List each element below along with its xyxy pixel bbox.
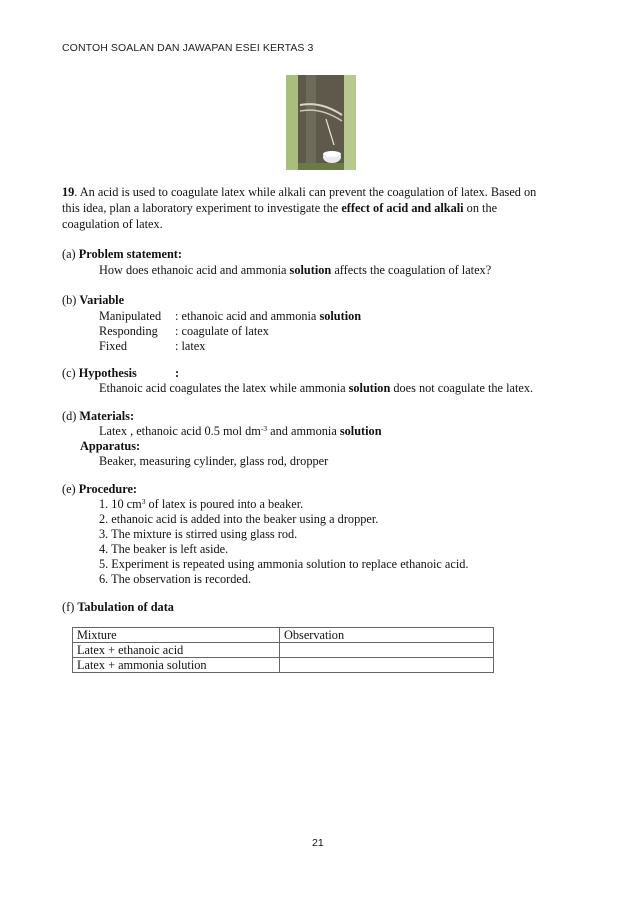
question-line-2 <box>62 201 497 216</box>
section-e-heading <box>62 482 137 497</box>
procedure-step-2: 2. ethanoic acid is added into the beaker using a dropper. <box>99 512 379 526</box>
hypothesis-colon: : <box>175 366 180 380</box>
hypothesis-text-b: does not coagulate the latex. <box>390 381 534 395</box>
section-b-heading <box>62 293 124 308</box>
section-d-heading <box>62 409 134 424</box>
question-text-2b: on the <box>463 201 498 215</box>
problem-statement <box>99 263 491 278</box>
table-row <box>73 658 494 673</box>
section-a-prefix: (a) <box>62 247 79 261</box>
responding-value: : coagulate of latex <box>175 324 269 338</box>
section-f-prefix: (f) <box>62 600 78 614</box>
procedure-step-1 <box>99 497 303 512</box>
materials-text-bold: solution <box>339 424 382 438</box>
materials-superscript: -3 <box>260 424 268 433</box>
hypothesis-text-a: Ethanoic acid coagulates the latex while ammonia <box>99 381 349 395</box>
section-d-prefix: (d) <box>62 409 80 423</box>
table-header-cell: Observation <box>280 628 494 643</box>
materials-text <box>99 424 382 439</box>
table-header-cell: Mixture <box>73 628 280 643</box>
responding-label: Responding <box>99 324 158 338</box>
question-line-3: coagulation of latex. <box>62 217 163 231</box>
procedure-step-6: 6. The observation is recorded. <box>99 572 252 586</box>
section-e-prefix: (e) <box>62 482 79 496</box>
step1-text-a: 1. 10 cm <box>99 497 142 511</box>
procedure-step-3: 3. The mixture is stirred using glass rod. <box>99 527 298 541</box>
table-cell: Latex + ethanoic acid <box>73 643 280 658</box>
step1-text-b: of latex is poured into a beaker. <box>145 497 304 511</box>
manipulated-value-bold: solution <box>319 309 362 323</box>
table-cell <box>280 658 494 673</box>
page-number: 21 <box>312 837 324 849</box>
question-number: 19 <box>62 185 75 199</box>
manipulated-label: Manipulated <box>99 309 162 323</box>
rubber-tree-tapping-photo <box>286 75 356 170</box>
table-row <box>73 643 494 658</box>
problem-text-bold: solution <box>289 263 332 277</box>
table-cell <box>280 643 494 658</box>
apparatus-heading: Apparatus: <box>80 439 141 453</box>
apparatus-text: Beaker, measuring cylinder, glass rod, dropper <box>99 454 329 468</box>
section-a-title: Problem statement: <box>78 247 182 261</box>
hypothesis-text-bold: solution <box>348 381 391 395</box>
problem-text-a: How does ethanoic acid and ammonia <box>99 263 290 277</box>
document-header: CONTOH SOALAN DAN JAWAPAN ESEI KERTAS 3 <box>62 42 314 54</box>
section-c-prefix: (c) <box>62 366 79 380</box>
section-f-heading <box>62 600 174 615</box>
procedure-step-5: 5. Experiment is repeated using ammonia solution to replace ethanoic acid. <box>99 557 469 571</box>
section-f-title: Tabulation of data <box>77 600 174 614</box>
section-d-title: Materials: <box>79 409 135 423</box>
materials-text-a: Latex , ethanoic acid 0.5 mol dm <box>99 424 261 438</box>
question-text-1: . An acid is used to coagulate latex while alkali can prevent the coagulation of latex. Based on <box>74 185 537 199</box>
problem-text-b: affects the coagulation of latex? <box>331 263 492 277</box>
manipulated-value <box>175 309 361 324</box>
section-b-title: Variable <box>79 293 125 307</box>
section-a-heading <box>62 247 182 262</box>
table-header-row <box>73 628 494 643</box>
section-c-title: Hypothesis <box>78 366 137 380</box>
manipulated-value-a: : ethanoic acid and ammonia <box>175 309 320 323</box>
section-b-prefix: (b) <box>62 293 80 307</box>
question-text-2-bold: effect of acid and alkali <box>341 201 464 215</box>
materials-text-b: and ammonia <box>267 424 340 438</box>
step1-superscript: 3 <box>141 497 146 506</box>
fixed-label: Fixed <box>99 339 128 353</box>
section-c-heading <box>62 366 137 381</box>
hypothesis-text <box>99 381 533 396</box>
fixed-value: : latex <box>175 339 206 353</box>
question-text-2a: this idea, plan a laboratory experiment to investigate the <box>62 201 342 215</box>
data-table <box>72 627 494 673</box>
table-cell: Latex + ammonia solution <box>73 658 280 673</box>
section-e-title: Procedure: <box>78 482 138 496</box>
question-line-1 <box>62 185 536 200</box>
procedure-step-4: 4. The beaker is left aside. <box>99 542 229 556</box>
